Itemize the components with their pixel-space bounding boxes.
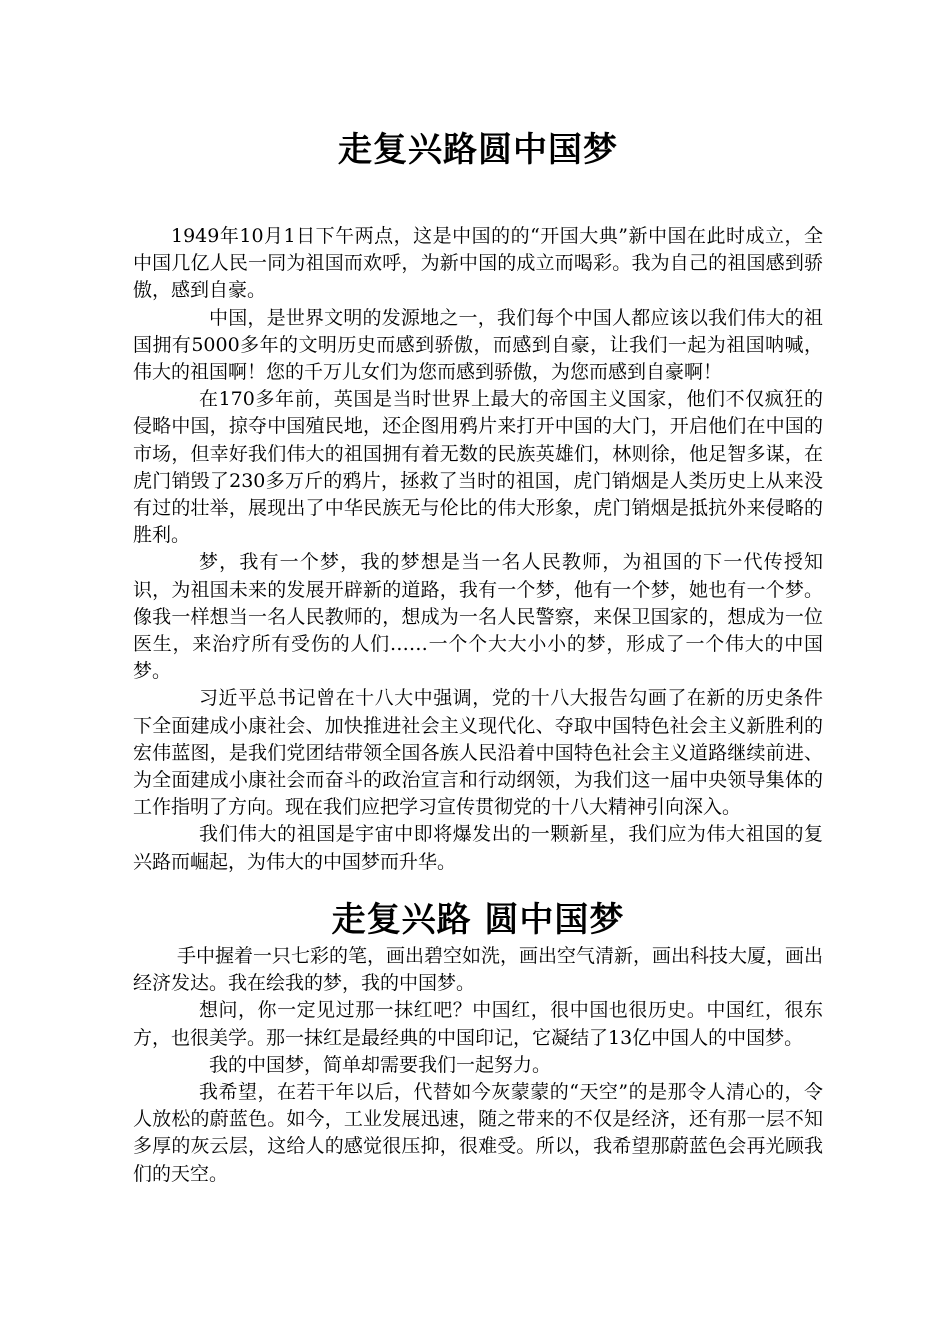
essay-body-2: [133, 943, 823, 1188]
paragraph: 在170多年前，英国是当时世界上最大的帝国主义国家，他们不仅疯狂的侵略中国，掠夺中国殖民地，还企图用鸦片来打开中国的大门，开启他们在中国的市场，但幸好我们伟大的祖国拥有着无数的民族英雄们，林则徐，他足智多谋，在虎门销毁了230多万斤的鸦片，拯救了当时的祖国，虎门销烟是人类历史上从来没有过的壮举，展现出了中华民族无与伦比的伟大形象，虎门销烟是抵抗外来侵略的胜利。: [133, 388, 823, 547]
document-title: 走复兴路圆中国梦: [338, 130, 618, 170]
paragraph: 我希望，在若干年以后，代替如今灰蒙蒙的“天空”的是那令人清心的，令人放松的蔚蓝色。如今，工业发展迅速，随之带来的不仅是经济，还有那一层不知多厚的灰云层，这给人的感觉很压抑，很难受。所以，我希望那蔚蓝色会再光顾我们的天空。: [133, 1081, 823, 1185]
paragraph: 习近平总书记曾在十八大中强调，党的十八大报告勾画了在新的历史条件下全面建成小康社会、加快推进社会主义现代化、夺取中国特色社会主义新胜利的宏伟蓝图，是我们党团结带领全国各族人民沿着中国特色社会主义道路继续前进、为全面建成小康社会而奋斗的政治宣言和行动纲领，为我们这一届中央领导集体的工作指明了方向。现在我们应把学习宣传贯彻党的十八大精神引向深入。: [133, 687, 823, 819]
paragraph: 想问，你一定见过那一抹红吧？中国红，很中国也很历史。中国红，很东方，也很美学。那一抹红是最经典的中国印记，它凝结了13亿中国人的中国梦。: [133, 999, 823, 1049]
essay-body-1: [133, 223, 823, 876]
paragraph: 梦，我有一个梦，我的梦想是当一名人民教师，为祖国的下一代传授知识，为祖国未来的发展开辟新的道路，我有一个梦，他有一个梦，她也有一个梦。像我一样想当一名人民教师的，想成为一名人民警察，来保卫国家的，想成为一位医生，来治疗所有受伤的人们……一个个大大小小的梦，形成了一个伟大的中国梦。: [133, 551, 823, 683]
paragraph: 中国，是世界文明的发源地之一，我们每个中国人都应该以我们伟大的祖国拥有5000多年的文明历史而感到骄傲，而感到自豪，让我们一起为祖国呐喊，伟大的祖国啊！您的千万儿女们为您而感到骄傲，为您而感到自豪啊！: [133, 306, 823, 384]
paragraph: 手中握着一只七彩的笔，画出碧空如洗，画出空气清新，画出科技大厦，画出经济发达。我在绘我的梦，我的中国梦。: [133, 945, 824, 995]
paragraph: 我们伟大的祖国是宇宙中即将爆发出的一颗新星，我们应为伟大祖国的复兴路而崛起，为伟大的中国梦而升华。: [133, 823, 823, 873]
section-title: 走复兴路 圆中国梦: [331, 900, 625, 940]
paragraph: 我的中国梦，简单却需要我们一起努力。: [209, 1053, 552, 1076]
paragraph: 1949年10月1日下午两点，这是中国的的“开国大典”新中国在此时成立，全中国几亿人民一同为祖国而欢呼，为新中国的成立而喝彩。我为自己的祖国感到骄傲，感到自豪。: [133, 225, 823, 302]
